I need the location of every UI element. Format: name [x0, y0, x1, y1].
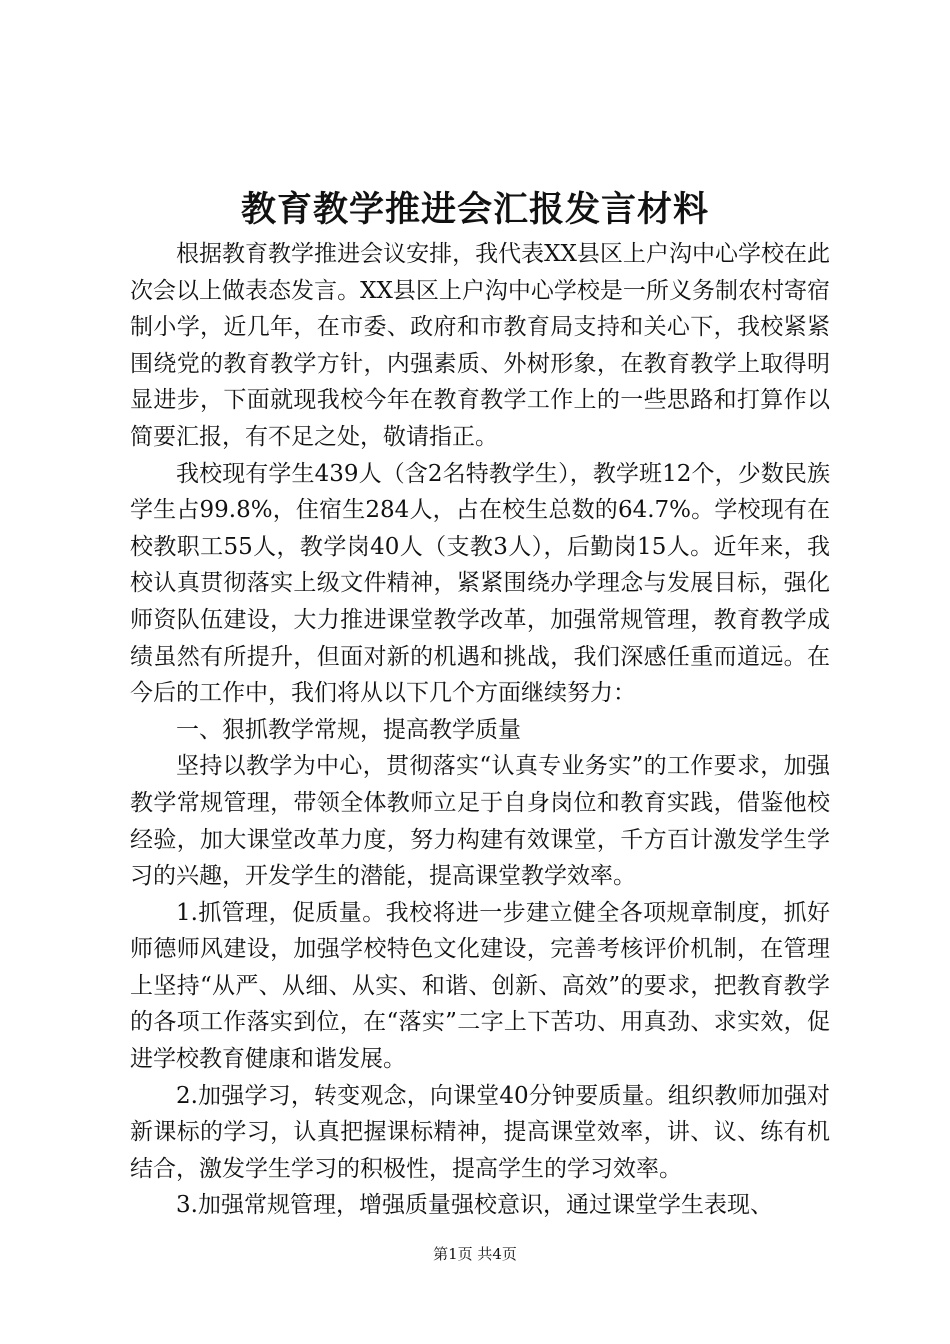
paragraph: 3.加强常规管理，增强质量强校意识，通过课堂学生表现、: [176, 1192, 773, 1219]
paragraph: 1.抓管理，促质量。我校将进一步建立健全各项规章制度，抓好师德师风建设，加强学校特色文化建设，完善考核评价机制，在管理上坚持“从严、从细、从实、和谐、创新、高效”的要求，把教育教学的各项工作落实到位，在“落实”二字上下苦功、用真劲、求实效，促进学校教育健康和谐发展。: [130, 899, 830, 1073]
paragraph: 我校现有学生439人（含2名特教学生），教学班12个，少数民族学生占99.8%，住宿生284人，占在校生总数的64.7%。学校现有在校教职工55人，教学岗40人（支教3人），后勤岗15人。近年来，我校认真贯彻落实上级文件精神，紧紧围绕办学理念与发展目标，强化师资队伍建设，大力推进课堂教学改革，加强常规管理，教育教学成绩虽然有所提升，但面对新的机遇和挑战，我们深感任重而道远。在今后的工作中，我们将从以下几个方面继续努力：: [130, 460, 830, 707]
paragraph: 根据教育教学推进会议安排，我代表XX县区上户沟中心学校在此次会以上做表态发言。XX县区上户沟中心学校是一所义务制农村寄宿制小学，近几年，在市委、政府和市教育局支持和关心下，我校紧紧围绕党的教育教学方针，内强素质、外树形象，在教育教学上取得明显进步，下面就现我校今年在教育教学工作上的一些思路和打算作以简要汇报，有不足之处，敬请指正。: [130, 241, 830, 450]
paragraph: 2.加强学习，转变观念，向课堂40分钟要质量。组织教师加强对新课标的学习，认真把握课标精神，提高课堂效率，讲、议、练有机结合，激发学生学习的积极性，提高学生的学习效率。: [130, 1082, 830, 1182]
document-title: 教育教学推进会汇报发言材料: [240, 189, 709, 230]
page-number-footer: 第1页 共4页: [433, 1245, 517, 1263]
section-heading: 一、狠抓教学常规，提高教学质量: [176, 716, 521, 743]
document-body: [130, 236, 830, 1224]
paragraph: 坚持以教学为中心，贯彻落实“认真专业务实”的工作要求，加强教学常规管理，带领全体教师立足于自身岗位和教育实践，借鉴他校经验，加大课堂改革力度，努力构建有效课堂，千方百计激发学生学习的兴趣，开发学生的潜能，提高课堂教学效率。: [130, 753, 830, 890]
